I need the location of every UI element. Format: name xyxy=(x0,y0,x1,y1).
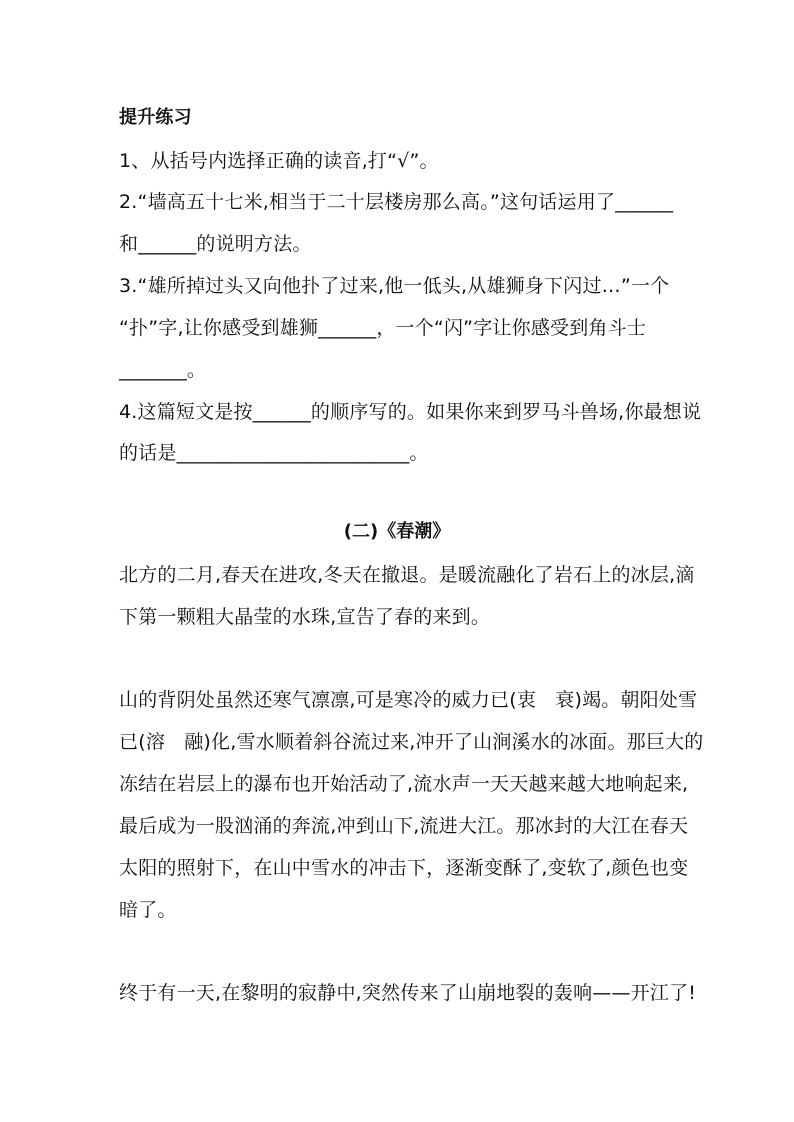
passage-paragraph-2-line-3: 冻结在岩层上的瀑布也开始活动了,流水声一天天越来越大地响起来, xyxy=(119,773,689,795)
question-3-line-2: “扑”字,让你感受到雄狮______，一个“闪”字让你感受到角斗士 xyxy=(119,317,647,339)
question-3-line-1: 3.“雄所掉过头又向他扑了过来,他一低头,从雄狮身下闪过…”一个 xyxy=(119,275,670,297)
passage-paragraph-2-line-5: 太阳的照射下，在山中雪水的冲击下，逐渐变酥了,变软了,颜色也变 xyxy=(119,857,689,879)
passage-paragraph-3-line-1: 终于有一天,在黎明的寂静中,突然传来了山崩地裂的轰响——开江了! xyxy=(119,982,697,1004)
question-2-line-2: 和______的说明方法。 xyxy=(119,233,312,255)
question-3-line-3: _______。 xyxy=(119,359,207,381)
passage-paragraph-2-line-4: 最后成为一股汹涌的奔流,冲到山下,流进大江。那冰封的大江在春天 xyxy=(119,815,689,837)
passage-title: (二)《春潮》 xyxy=(343,521,451,542)
passage-paragraph-1-line-2: 下第一颗粗大晶莹的水珠,宣告了春的来到。 xyxy=(119,606,491,628)
passage-paragraph-2-line-2: 已(溶 融)化,雪水顺着斜谷流过来,冲开了山涧溪水的冰面。那巨大的 xyxy=(119,731,704,753)
passage-paragraph-1-line-1: 北方的二月,春天在进攻,冬天在撤退。是暖流融化了岩石上的冰层,滴 xyxy=(119,564,695,586)
exercise-heading: 提升练习 xyxy=(119,107,192,128)
passage-paragraph-2-line-1: 山的背阴处虽然还寒气凛凛,可是寒冷的威力已(衷 衰)竭。朝阳处雪 xyxy=(119,689,698,711)
question-1: 1、从括号内选择正确的读音,打“√”。 xyxy=(119,150,439,172)
question-4-line-2: 的话是________________________。 xyxy=(119,442,429,464)
question-4-line-1: 4.这篇短文是按______的顺序写的。如果你来到罗马斗兽场,你最想说 xyxy=(119,401,702,423)
question-2-line-1: 2.“墙高五十七米,相当于二十层楼房那么高。”这句话运用了______ xyxy=(119,191,674,213)
passage-paragraph-2-line-6: 暗了。 xyxy=(119,899,177,921)
